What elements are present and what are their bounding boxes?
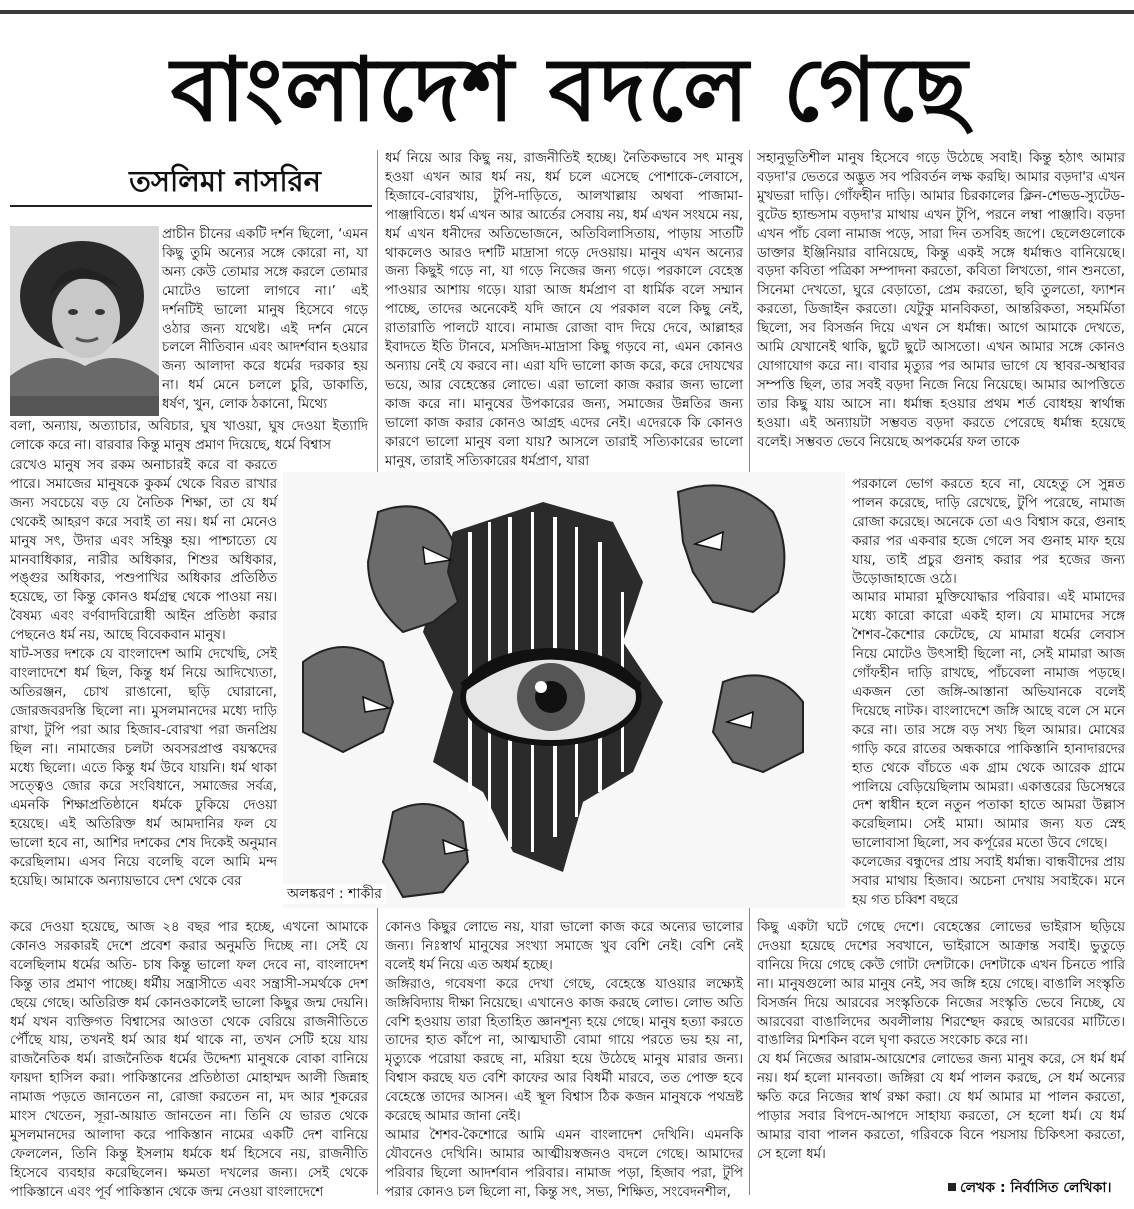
column-1-beside-photo [162,226,368,415]
top-rule [0,10,1134,14]
paragraph: আমার শৈশব-কৈশোরে আমি এমন বাংলাদেশ দেখিনি। এমনকি যৌবনেও দেখিনি। আমার আত্মীয়স্বজনও বদলে গেছে। আমাদের পরিবার ছিলো আদর্শবান পরিবার। নামাজ পড়া, হিজাব পরা, টুপি পরার কোনও চল ছিলো না, কিন্তু সৎ, সভ্য, শিক্ষিত, সংবেদনশীল, [385,1127,743,1200]
byline: তসলিমা নাসরিন [129,164,321,198]
column-1-bottom [10,919,368,1203]
paragraph: পরকালে ভোগ করতে হবে না, যেহেতু সে সুন্নত পালন করেছে, দাড়ি রেখেছে, টুপি পরেছে, নামাজ রোজা করেছে। অনেকে তো এও বিশ্বাস করে, গুনাহ করার পর একবার হজে গেলে সব গুনাহ মাফ হয়ে যায়, তাই প্রচুর গুনাহ করার পর হজের জন্য উড়োজাহাজে ওঠে। [852,477,1125,587]
black-square-icon [948,1183,956,1191]
paragraph: ষাট-সত্তর দশকে যে বাংলাদেশ আমি দেখেছি, সেই বাংলাদেশে ধর্ম ছিল, কিন্তু ধর্ম নিয়ে আদিখ্যেতা, অতিরঞ্জন, চোখ রাঙানো, ছড়ি ঘোরানো, জোরজবরদস্তি ছিলো না। মুসলমানদের মধ্যে দাড়ি রাখা, টুপি পরা আর হিজাব-বোরখা পরা জনপ্রিয় ছিল না। নামাজের চলটা অবসরপ্রাপ্ত বয়স্কদের মধ্যে ছিলো। এতে কিন্তু ধর্ম উবে যায়নি। ধর্ম থাকা সত্ত্বেও জোর করে সংবিধানে, সমাজের সর্বত্র, এমনকি শিক্ষাপ্রতিষ্ঠানে ধর্মকে ঢুকিয়ে দেওয়া হয়েছে। এই অতিরিক্ত ধর্ম আমদানির ফল যে ভালো হবে না, আশির দশকের শেষ দিকেই অনুমান করেছিলাম। এসব নিয়ে বলেছি বলে আমি মন্দ হয়েছি। আমাকে অন্যায়ভাবে দেশ থেকে বের [10,647,277,889]
illustration-credit: অলঙ্করণ : শাকীর [283,884,386,904]
illustration [283,472,845,908]
author-portrait-image [10,226,159,416]
paragraph: করে দেওয়া হয়েছে, আজ ২৪ বছর পার হচ্ছে, এখনো আমাকে কোনও সরকারই দেশে প্রবেশ করার অনুমতি দিচ্ছে না। সেই যে বলেছিলাম ধর্মের অতি- চাষ কিন্তু ভালো ফল দেবে না, বাংলাদেশ কিন্তু তার প্রমাণ পাচ্ছে। ধর্মীয় সন্ত্রাসীতে এবং সন্ত্রাসী-সমর্থকে দেশ ছেয়ে গেছে। অতিরিক্ত ধর্ম কোনওকালেই ভালো কিছুর জন্ম দেয়নি। ধর্ম যখন ব্যক্তিগত বিশ্বাসের আওতা থেকে বেরিয়ে রাজনীতিতে পৌঁছে যায়, তখনই ধর্ম আর ধর্ম থাকে না, তখন সেটি হয়ে যায় রাজনৈতিক ধর্ম। রাজনৈতিক ধর্মের উদ্দেশ্য মানুষকে বোকা বানিয়ে ফায়দা হাসিল করা। পাকিস্তানের প্রতিষ্ঠাতা মোহাম্মদ আলী জিন্নাহ নামাজ পড়তে জানতেন না, রোজা করতেন না, মদ আর শূকরের মাংস খেতেন, সূরা-আয়াত জানতেন না। তিনি যে ভারত থেকে মুসলমানদের আলাদা করে পাকিস্তান নামের একটি দেশ বানিয়ে ফেললেন, তিনি কিন্তু ইসলাম ধর্মকে ধর্ম হিসেবে নয়, রাজনীতি হিসেবে ব্যবহার করেছিলেন। ক্ষমতা দখলের জন্য। সেই থেকে পাকিস্তানে এবং পূর্ব পাকিস্তান থেকে জন্ম নেওয়া বাংলাদেশে [10,920,368,1200]
paragraph: বলা, অন্যায়, অত্যাচার, অবিচার, ঘুষ খাওয়া, ঘুষ দেওয়া ইত্যাদি লোকে করে না। বারবার কিন্তু মানুষ প্রমাণ দিয়েছে, ধর্মে বিশ্বাস [10,419,368,453]
headline: বাংলাদেশ বদলে গেছে [170,37,970,141]
paragraph: রেখেও মানুষ সব রকম অনাচারই করে বা করতে পারে। সমাজের মানুষকে কুকর্ম থেকে বিরত রাখার জন্য সবচেয়ে বড় যে নৈতিক শিক্ষা, তা যে ধর্ম থেকেই আহরণ করে সবাই তা নয়। ধর্ম না মেনেও মানুষ সৎ, উদার এবং সহিষ্ণু হয়। পাশ্চাত্যে যে মানবাধিকার, নারীর অধিকার, শিশুর অধিকার, পঙ্গুর অধিকার, পশুপাখির অধিকার প্রতিষ্ঠিত হয়েছে, তা কিন্তু কোনও ধর্মগ্রন্থ থেকে পাওয়া নয়। বৈষম্য এবং বর্ণবাদবিরোধী আইন প্রতিষ্ঠা করার পেছনেও ধর্ম নয়, আছে বিবেকবান মানুষ। [10,458,277,644]
column-2-top [385,150,743,471]
column-1-below-photo [10,418,368,456]
paragraph: জঙ্গিরাও, গবেষণা করে দেখা গেছে, বেহেস্তে যাওয়ার লক্ষ্যেই জঙ্গিবিদ্যায় দীক্ষা নিয়েছে। এখানেও কাজ করছে লোভ। লোভ অতি বেশি হওয়ায় তারা হিতাহিত জ্ঞানশূন্য হয়ে গেছে। মানুষ হত্যা করতে তাদের হাত কাঁপে না, আত্মঘাতী বোমা গায়ে পরতে ভয় হয় না, মৃত্যুকে পরোয়া করছে না, মরিয়া হয়ে উঠেছে মানুষ মারার জন্য। বিশ্বাস করছে যত বেশি কাফের আর বিধর্মী মারবে, তত পোক্ত হবে বেহেস্তে তাদের আসন। এই স্থূল বিশ্বাস ঠিক কজন মানুষকে পথভ্রষ্ট করেছে আমার জানা নেই। [385,976,743,1125]
paragraph: ধর্ম নিয়ে আর কিছু নয়, রাজনীতিই হচ্ছে। নৈতিকভাবে সৎ মানুষ হওয়া এখন আর ধর্ম নয়, ধর্ম চলে এসেছে পোশাকে-লেবাসে, হিজাবে-বোরখায়, টুপি-দাড়িতে, আলখাল্লায় অথবা পাজামা-পাঞ্জাবিতে। ধর্ম এখন আর আর্তের সেবায় নয়, ধর্ম এখন সংযমে নয়, ধর্ম এখন ধনীদের অতিভোজনে, অতিবিলাসিতায়, পাড়ায় সাতটি থাকলেও আরও দশটি মাদ্রাসা গড়ে দেওয়ায়। মানুষ এখন অন্যের জন্য কিছুই গড়ে না, যা গড়ে নিজের জন্য গড়ে। পরকালে বেহেস্ত পাওয়ার আশায় গড়ে। যারা আজ ধর্মপ্রাণ বা ধার্মিক বলে সম্মান পাচ্ছে, তাদের অনেকেই যদি জানে যে পরকাল বলে কিছু নেই, রাতারাতি পালটে যাবে। নামাজ রোজা বাদ দিয়ে দেবে, আল্লাহর ইবাদতে ইতি টানবে, মসজিদ-মাদ্রাসা কিছু গড়বে না, এমন কোনও অন্যায় নেই যে করবে না। এরা যদি ভালো কাজ করে, করে দোযখের ভয়ে, আর বেহেস্তের লোভে। এরা ভালো কাজ করার জন্য ভালো কাজ করে না। মানুষের উপকারের জন্য, সমাজের উন্নতির জন্য ভালো কাজ করার কোনও আগ্রহ এদের নেই। এদেরকে কি কোনও কারণে ভালো মানুষ বলা যায়? আসলে তারাই সত্যিকারের ভালো মানুষ, তারাই সত্যিকারের ধর্মপ্রাণ, যারা [385,151,743,469]
paragraph: যে ধর্ম নিজের আরাম-আয়েশের লোভের জন্য মানুষ করে, সে ধর্ম ধর্ম নয়। ধর্ম হলো মানবতা। জঙ্গিরা যে ধর্ম পালন করছে, সে ধর্ম অন্যের ক্ষতি করে নিজের স্বার্থ রক্ষা করা। যে ধর্ম আমার মা পালন করতো, পাড়ার সবার বিপদে-আপদে সাহায্য করতো, সে হলো ধর্ম। যে ধর্ম আমার বাবা পালন করতো, গরিবকে বিনে পয়সায় চিকিৎসা করতো, সে হলো ধর্ম। [757,1052,1125,1162]
paragraph: সহানুভূতিশীল মানুষ হিসেবে গড়ে উঠেছে সবাই। কিন্তু হঠাৎ আমার বড়দা'র ভেতরে অদ্ভুত সব পরিবর্তন লক্ষ করছি। আমার বড়দা'র এখন মুখভরা দাড়ি। গোঁফহীন দাড়ি। আমার চিরকালের ক্লিন-শেভড-স্যুটেড-বুটেড হ্যান্ডসাম বড়দা'র মাথায় এখন টুপি, পরনে লম্বা পাঞ্জাবি। বড়দা এখন পাঁচ বেলা নামাজ পড়ে, সারা দিন তসবিহ জপে। ছেলেগুলোকে ডাক্তার ইঞ্জিনিয়ার বানিয়েছে, কিন্তু একই সঙ্গে ধর্মান্ধও বানিয়েছে। বড়দা কবিতা পত্রিকা সম্পাদনা করতো, কবিতা লিখতো, গান শুনতো, সিনেমা দেখতো, ঘুরে বেড়াতো, প্রেম করতো, ছবি তুলতো, ফ্যাশন করতো, ডিজাইন করতো। যেটুকু মানবিকতা, আন্তরিকতা, সহমর্মিতা ছিলো, সব বিসর্জন দিয়ে এখন সে ধর্মান্ধ। আগে আমাকে দেখতে, আমি যেখানেই থাকি, ছুটে ছুটে আসতো। এখন আমার সঙ্গে কোনও যোগাযোগ করে না। বাবার মৃত্যুর পর আমার ভাগে যে স্থাবর-অস্থাবর সম্পত্তি ছিল, তার সবই বড়দা নিজে নিয়ে নিয়েছে। আমার আপত্তিতে তার কিছু যায় আসে না। ধর্মান্ধ হওয়ার প্রথম শর্ত বোধহয় স্বার্থান্ধ হওয়া। এই অন্যায়টা সম্ভবত বড়দা করতে পেরেছে ধর্মান্ধ হয়েছে বলেই। সম্ভবত ভেবে নিয়েছে অপকর্মের ফল তাকে [757,151,1125,450]
column-1-beside-illustration [10,457,277,892]
paragraph: কোনও কিছুর লোভে নয়, যারা ভালো কাজ করে অন্যের ভালোর জন্য। নিঃস্বার্থ মানুষের সংখ্যা সমাজে খুব বেশি নেই। বেশি নেই বলেই ধর্ম নিয়ে এত অধর্ম হচ্ছে। [385,920,743,973]
writer-note [948,1178,1111,1198]
paragraph: প্রাচীন চীনের একটি দর্শন ছিলো, ‘এমন কিছু তুমি অন্যের সঙ্গে কোরো না, যা অন্য কেউ তোমার সঙ্গে করলে তোমার মোটেও ভালো লাগবে না।’ এই দর্শনটিই ভালো মানুষ হিসেবে গড়ে ওঠার জন্য যথেষ্ট। এই দর্শন মেনে চললে নীতিবান এবং আদর্শবান হওয়ার জন্য আলাদা করে ধর্মের দরকার হয় না। ধর্ম মেনে চললে চুরি, ডাকাতি, ধর্ষণ, খুন, লোক ঠকানো, মিথ্যে [162,227,368,413]
paragraph: কলেজের বন্ধুদের প্রায় সবাই ধর্মান্ধ। বান্ধবীদের প্রায় সবার মাথায় হিজাব। অচেনা দেখায় সবাইকে। মনে হয় গত চব্বিশ বছরে [852,855,1125,908]
author-photo [10,226,159,416]
illustration-artwork [283,472,845,908]
column-3-beside-illustration [852,476,1125,911]
column-2-bottom [385,919,743,1203]
byline-rule [10,205,372,207]
column-3-top [757,150,1125,453]
writer-label: লেখক : নির্বাসিত লেখিকা। [960,1180,1112,1196]
column-3-bottom [757,919,1125,1165]
paragraph: আমার মামারা মুক্তিযোদ্ধার পরিবার। এই মামাদের মধ্যে কারো কারো একই হাল। যে মামাদের সঙ্গে শৈশব-কৈশোর কেটেছে, যে মামারা ধর্মের লেবাস নিয়ে মোটেও উৎসাহী ছিলো না, সেই মামারা আজ গোঁফহীন দাড়ি রাখছে, পাঁচবেলা নামাজ পড়ছে। একজন তো জঙ্গি-আস্তানা অভিযানকে বলেই দিয়েছে নাটক। বাংলাদেশে জঙ্গি আছে বলে সে মনে করে না। তার সঙ্গে বড় সখ্য ছিল আমার। মোষের গাড়ি করে রাতের অন্ধকারে পাকিস্তানি হানাদারদের হাত থেকে বাঁচতে এক গ্রাম থেকে আরেক গ্রামে পালিয়ে বেড়িয়েছিলাম আমরা। একাত্তরের ডিসেম্বরে দেশ স্বাধীন হলে নতুন পতাকা হাতে আমরা উল্লাস করেছিলাম। সেই মামা। আমার জন্য যত স্নেহ ভালোবাসা ছিলো, সব কর্পূরের মতো উবে গেছে। [852,590,1125,852]
paragraph: কিছু একটা ঘটে গেছে দেশে। বেহেস্তের লোভের ভাইরাস ছড়িয়ে দেওয়া হয়েছে দেশের সবখানে, ভাইরাসে আক্রান্ত সবাই। ভুতুড়ে বানিয়ে দিয়ে গেছে কেউ গোটা দেশটাকে। দেশটাকে এখন চিনতে পারি না। মানুষগুলো আর মানুষ নেই, সব জঙ্গি হয়ে গেছে। বাঙালি সংস্কৃতি বিসর্জন দিয়ে আরবের সংস্কৃতিকে নিজের সংস্কৃতি ভেবে নিচ্ছে, যে আরবেরা বাঙালিদের অবলীলায় শিরশ্ছেদ করছে আরবের মাটিতে। বাঙালির মিশকিন বলে ঘৃণা করতে সংকোচ করে না। [757,920,1125,1049]
